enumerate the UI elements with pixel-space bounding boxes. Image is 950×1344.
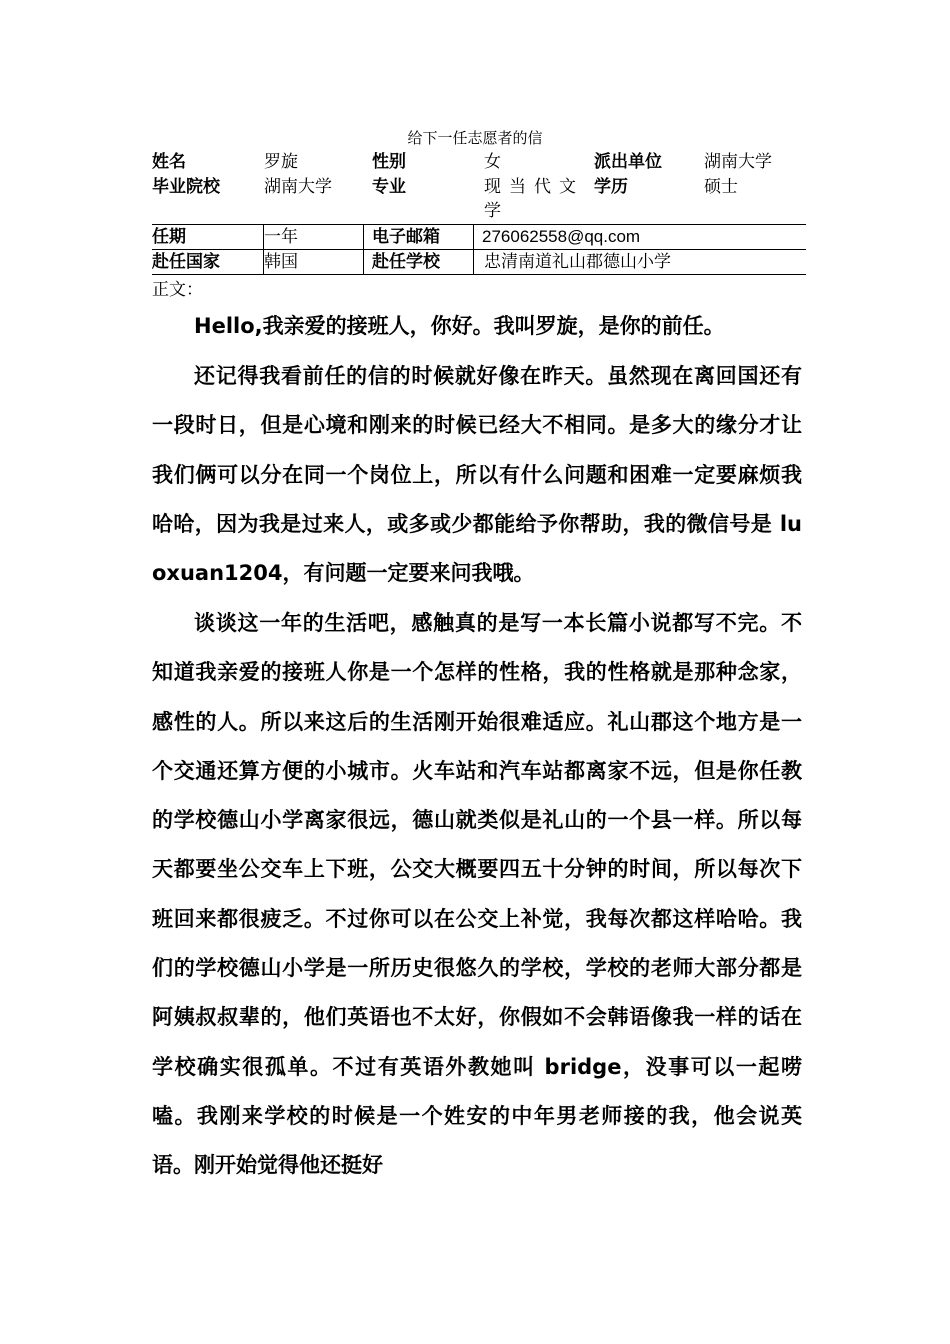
table-rule-bottom — [152, 274, 806, 275]
major-value: 现当代文学 — [484, 177, 584, 221]
term-label: 任期 — [152, 227, 186, 247]
table-rule-top — [152, 224, 806, 225]
email-label: 电子邮箱 — [372, 227, 440, 247]
term-value: 一年 — [264, 227, 298, 247]
school-value: 湖南大学 — [264, 177, 332, 197]
table-vline-3 — [473, 224, 474, 274]
post-school-label: 赴任学校 — [372, 252, 440, 272]
country-label: 赴任国家 — [152, 252, 220, 272]
table-rule-mid — [152, 249, 806, 250]
name-value: 罗旋 — [264, 152, 298, 172]
name-label: 姓名 — [152, 152, 186, 172]
major-label: 专业 — [372, 177, 406, 197]
table-vline-1 — [263, 224, 264, 274]
unit-label: 派出单位 — [594, 152, 662, 172]
unit-value: 湖南大学 — [704, 152, 772, 172]
email-value: 276062558@qq.com — [482, 227, 641, 246]
gender-label: 性别 — [372, 152, 406, 172]
paragraph-1: Hello,我亲爱的接班人，你好。我叫罗旋，是你的前任。 — [194, 314, 725, 338]
paragraph-2: 还记得我看前任的信的时候就好像在昨天。虽然现在离回国还有一段时日，但是心境和刚来的时候已经大不相同。是多大的缘分才让我们俩可以分在同一个岗位上，所以有什么问题和困难一定要麻烦我哈哈，因为我是过来人，或多或少都能给予你帮助，我的微信号是 luoxuan1204，有问题一定要来问我哦。 — [152, 364, 802, 586]
country-value: 韩国 — [264, 252, 298, 272]
document-title: 给下一任志愿者的信 — [407, 129, 543, 147]
gender-value: 女 — [484, 152, 501, 172]
body-label: 正文： — [152, 280, 203, 300]
degree-value: 硕士 — [704, 177, 738, 197]
degree-label: 学历 — [594, 177, 628, 197]
table-vline-2 — [363, 224, 364, 274]
post-school-value: 忠清南道礼山郡德山小学 — [484, 252, 671, 272]
school-label: 毕业院校 — [152, 177, 220, 197]
paragraph-3: 谈谈这一年的生活吧，感触真的是写一本长篇小说都写不完。不知道我亲爱的接班人你是一个怎样的性格，我的性格就是那种念家，感性的人。所以来这后的生活刚开始很难适应。礼山郡这个地方是一个交通还算方便的小城市。火车站和汽车站都离家不远，但是你任教的学校德山小学离家很远，德山就类似是礼山的一个县一样。所以每天都要坐公交车上下班，公交大概要四五十分钟的时间，所以每次下班回来都很疲乏。不过你可以在公交上补觉，我每次都这样哈哈。我们的学校德山小学是一所历史很悠久的学校，学校的老师大部分都是阿姨叔叔辈的，他们英语也不太好，你假如不会韩语像我一样的话在学校确实很孤单。不过有英语外教她叫 bridge，没事可以一起唠嗑。我刚来学校的时候是一个姓安的中年男老师接的我，他会说英语。刚开始觉得他还挺好 — [152, 611, 802, 1178]
